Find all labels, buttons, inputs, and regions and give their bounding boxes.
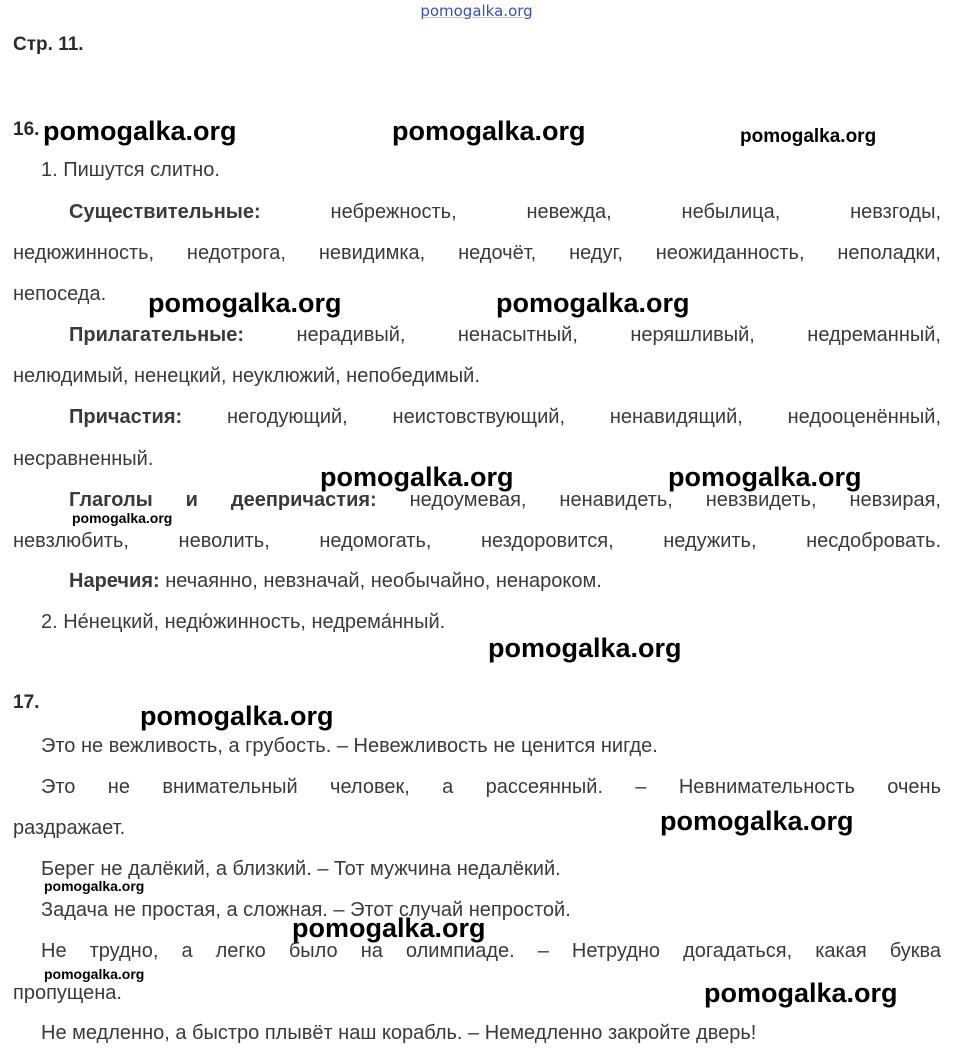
- watermark: pomogalka.org: [668, 462, 862, 492]
- ex16-adv-line-1: [69, 569, 941, 593]
- ex17-line-5: Задача не простая, а сложная. – Этот случай непростой.: [41, 899, 571, 921]
- ex16-nouns-line-3: непоседа.: [13, 283, 107, 305]
- watermark: pomogalka.org: [392, 116, 586, 146]
- verbs-words-1: недоумевая, ненавидеть, невзвидеть, невзирая,: [409, 489, 941, 511]
- watermark: pomogalka.org: [496, 288, 690, 318]
- watermark: pomogalka.org: [292, 913, 486, 943]
- adj-words-1: нерадивый, ненасытный, неряшливый, недреманный,: [296, 324, 941, 346]
- ex16-verbs-line-2: невзлюбить, неволить, недомогать, нездоровится, недужить, несдобровать.: [13, 530, 941, 552]
- watermark: pomogalka.org: [740, 126, 877, 147]
- nouns-label: Существительные:: [69, 201, 261, 223]
- adv-words-1: нечаянно, невзначай, необычайно, ненароком.: [165, 570, 602, 592]
- ex17-line-7: пропущена.: [13, 982, 122, 1004]
- watermark: pomogalka.org: [44, 966, 145, 982]
- ex17-line-2: Это не внимательный человек, а рассеянный. – Невнимательность очень: [41, 776, 941, 798]
- ex16-nouns-line-1: [69, 200, 941, 224]
- watermark: pomogalka.org: [488, 633, 682, 663]
- ex16-adj-line-1: [69, 323, 941, 347]
- exercise-16-number: 16.: [13, 119, 40, 140]
- watermark: pomogalka.org: [660, 806, 854, 836]
- exercise-17-number: 17.: [13, 692, 40, 713]
- ex16-item-2: 2. Не́нецкий, недю́жинность, недрема́нный.: [41, 611, 446, 633]
- nouns-words-1: небрежность, невежда, небылица, невзгоды,: [330, 201, 941, 223]
- ex17-line-1: Это не вежливость, а грубость. – Невежливость не ценится нигде.: [41, 735, 658, 757]
- adv-label: Наречия:: [69, 570, 160, 592]
- ex17-line-4: Берег не далёкий, а близкий. – Тот мужчина недалёкий.: [41, 858, 561, 880]
- watermark: pomogalka.org: [43, 116, 237, 146]
- watermark: pomogalka.org: [44, 878, 145, 894]
- watermark: pomogalka.org: [140, 701, 334, 731]
- watermark: pomogalka.org: [704, 978, 898, 1008]
- verbs-label: Глаголы и деепричастия:: [69, 489, 377, 511]
- ex16-part-line-2: несравненный.: [13, 448, 154, 470]
- ex16-nouns-line-2: недюжинность, недотрога, невидимка, недочёт, недуг, неожиданность, неполадки,: [13, 242, 941, 264]
- part-words-1: негодующий, неистовствующий, ненавидящий, недооценённый,: [226, 406, 941, 428]
- ex17-line-6: Не трудно, а легко было на олимпиаде. – Нетрудно догадаться, какая буква: [41, 940, 941, 962]
- ex17-line-3: раздражает.: [13, 817, 126, 839]
- ex17-line-8: Не медленно, а быстро плывёт наш корабль. – Немедленно закройте дверь!: [41, 1022, 757, 1044]
- watermark: pomogalka.org: [148, 288, 342, 318]
- ex16-part-line-1: [69, 405, 941, 429]
- page-label: Стр. 11.: [13, 34, 84, 55]
- watermark: pomogalka.org: [72, 510, 173, 526]
- ex16-adj-line-2: нелюдимый, ненецкий, неуклюжий, непобедимый.: [13, 365, 480, 387]
- watermark: pomogalka.org: [320, 462, 514, 492]
- adj-label: Прилагательные:: [69, 324, 245, 346]
- ex16-item-1: 1. Пишутся слитно.: [41, 159, 220, 181]
- part-label: Причастия:: [69, 406, 183, 428]
- site-link[interactable]: pomogalka.org: [420, 2, 533, 20]
